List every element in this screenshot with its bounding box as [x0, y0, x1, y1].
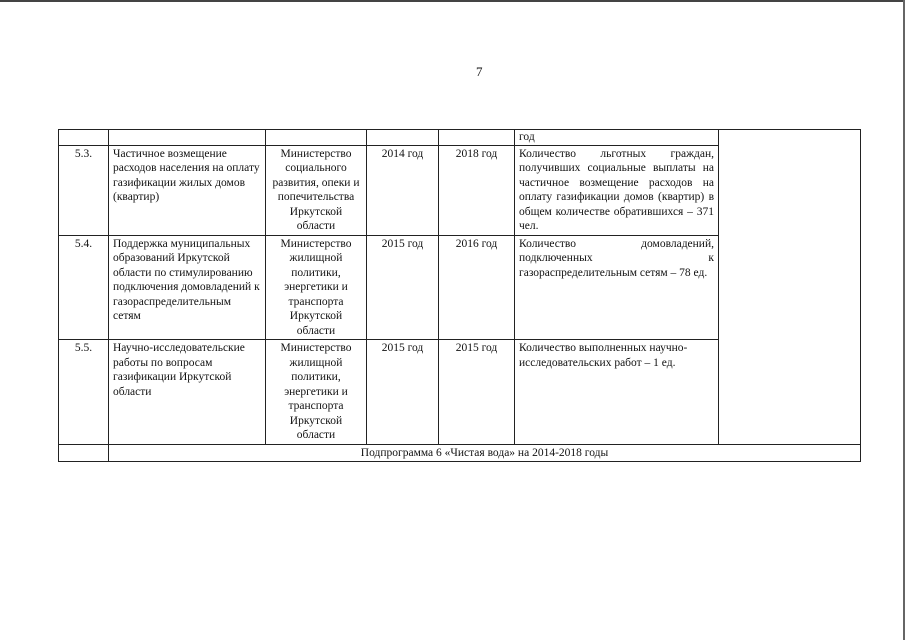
cell-indicator: Количество выполненных научно-исследовательских работ – 1 ед. — [515, 340, 719, 445]
cell-end: 2015 год — [439, 340, 515, 445]
cell-num: 5.5. — [59, 340, 109, 445]
cell-extra-column — [719, 130, 861, 445]
cell-num: 5.4. — [59, 235, 109, 340]
cell-name: Частичное возмещение расходов населения на оплату газификации жилых домов (квартир) — [109, 145, 266, 235]
cell-indicator: год — [515, 130, 719, 146]
cell-num — [59, 444, 109, 462]
cell-num — [59, 130, 109, 146]
subprogram-title: Подпрограмма 6 «Чистая вода» на 2014-2018 годы — [109, 444, 861, 462]
page-number: 7 — [476, 64, 483, 79]
table-row-continuation — [59, 130, 861, 146]
cell-start: 2015 год — [367, 235, 439, 340]
cell-indicator: Количество льготных граждан, получивших социальные выплаты на частичное возмещение расходов на оплату газификации домов (квартир) в общем количестве обратившихся – 371 чел. — [515, 145, 719, 235]
cell-name: Научно-исследовательские работы по вопросам газификации Иркутской области — [109, 340, 266, 445]
cell-executor: Министерство жилищной политики, энергетики и транспорта Иркутской области — [266, 235, 367, 340]
cell-indicator: Количество домовладений, подключенных к газораспределительным сетям – 78 ед. — [515, 235, 719, 340]
cell-end: 2018 год — [439, 145, 515, 235]
cell-num: 5.3. — [59, 145, 109, 235]
table-row-subprogram — [59, 444, 861, 462]
cell-start: 2015 год — [367, 340, 439, 445]
cell-start: 2014 год — [367, 145, 439, 235]
cell-executor: Министерство социального развития, опеки и попечительства Иркутской области — [266, 145, 367, 235]
cell-name: Поддержка муниципальных образований Иркутской области по стимулированию подключения домовладений к газораспределительным сетям — [109, 235, 266, 340]
measures-table — [58, 129, 861, 462]
scan-edge-top — [0, 0, 905, 2]
cell-start — [367, 130, 439, 146]
cell-end — [439, 130, 515, 146]
cell-end: 2016 год — [439, 235, 515, 340]
cell-name — [109, 130, 266, 146]
cell-executor — [266, 130, 367, 146]
cell-executor: Министерство жилищной политики, энергетики и транспорта Иркутской области — [266, 340, 367, 445]
